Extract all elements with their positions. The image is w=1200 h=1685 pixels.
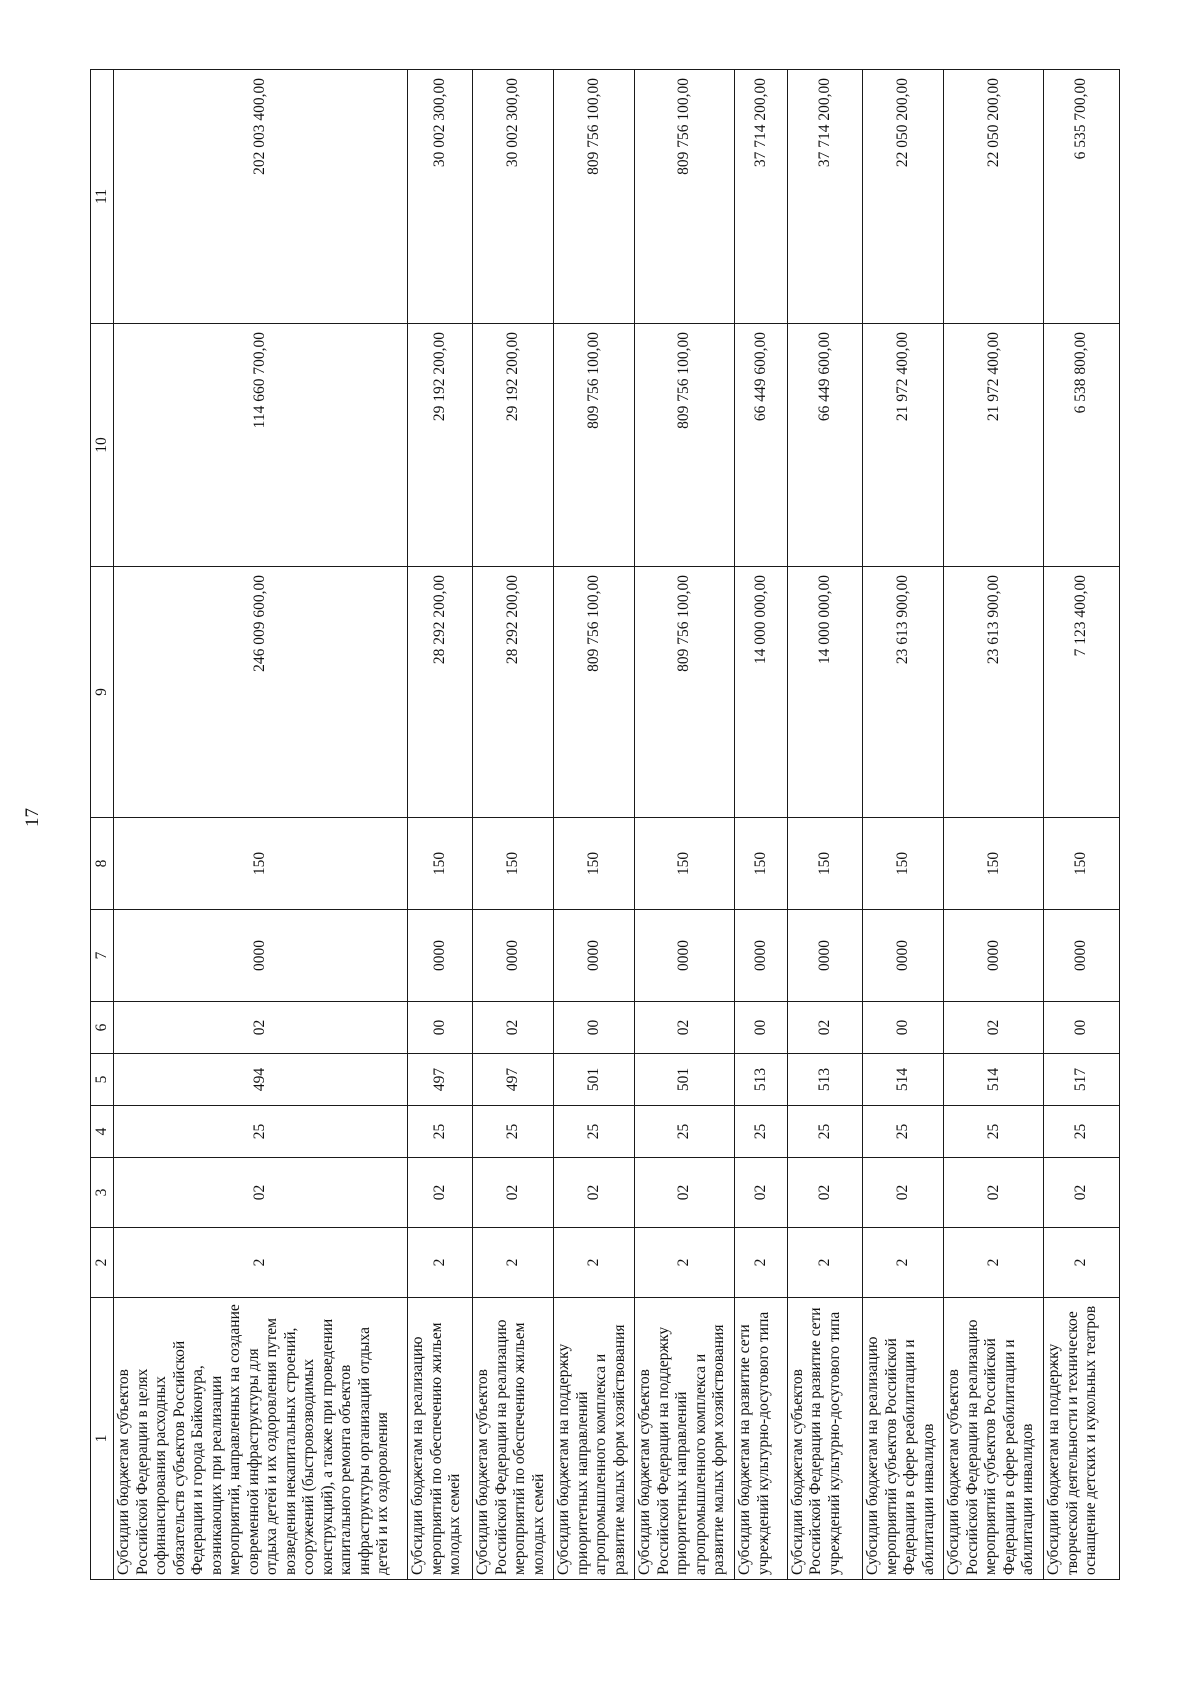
cell-col-11: 30 002 300,00 (473, 70, 554, 324)
cell-col-10: 29 192 200,00 (473, 324, 554, 567)
cell-col-4: 25 (735, 1106, 787, 1158)
row-name: Субсидии бюджетам на реализацию мероприятий по обеспечению жильем молодых семей (408, 1298, 473, 1580)
cell-col-3: 02 (554, 1158, 635, 1228)
cell-col-6: 02 (114, 1002, 408, 1054)
cell-col-5: 501 (635, 1054, 735, 1106)
cell-col-9: 28 292 200,00 (408, 567, 473, 818)
cell-col-8: 150 (735, 818, 787, 910)
cell-col-9: 14 000 000,00 (735, 567, 787, 818)
cell-col-5: 517 (1044, 1054, 1120, 1106)
cell-col-6: 02 (635, 1002, 735, 1054)
cell-col-7: 0000 (473, 910, 554, 1002)
cell-col-7: 0000 (735, 910, 787, 1002)
cell-col-9: 809 756 100,00 (554, 567, 635, 818)
table-row (635, 70, 735, 1580)
cell-col-2: 2 (944, 1228, 1044, 1298)
header-cell-3: 3 (91, 1158, 114, 1228)
cell-col-8: 150 (1044, 818, 1120, 910)
table-row (114, 70, 408, 1580)
budget-table (90, 69, 1120, 1580)
cell-col-4: 25 (863, 1106, 944, 1158)
cell-col-6: 02 (944, 1002, 1044, 1054)
header-cell-6: 6 (91, 1002, 114, 1054)
cell-col-5: 513 (787, 1054, 863, 1106)
cell-col-8: 150 (863, 818, 944, 910)
cell-col-3: 02 (114, 1158, 408, 1228)
cell-col-5: 514 (944, 1054, 1044, 1106)
cell-col-6: 00 (1044, 1002, 1120, 1054)
row-name: Субсидии бюджетам на поддержку приоритетных направлений агропромышленного комплекса и развитие малых форм хозяйствования (554, 1298, 635, 1580)
cell-col-8: 150 (944, 818, 1044, 910)
cell-col-9: 809 756 100,00 (635, 567, 735, 818)
cell-col-3: 02 (635, 1158, 735, 1228)
cell-col-3: 02 (1044, 1158, 1120, 1228)
row-name: Субсидии бюджетам субъектов Российской Федерации на поддержку приоритетных направлений агропромышленного комплекса и развитие малых форм хозяйствования (635, 1298, 735, 1580)
cell-col-4: 25 (473, 1106, 554, 1158)
cell-col-8: 150 (408, 818, 473, 910)
cell-col-2: 2 (408, 1228, 473, 1298)
cell-col-8: 150 (635, 818, 735, 910)
row-name: Субсидии бюджетам на поддержку творческой деятельности и техническое оснащение детских и кукольных театров (1044, 1298, 1120, 1580)
cell-col-8: 150 (473, 818, 554, 910)
cell-col-4: 25 (635, 1106, 735, 1158)
header-cell-9: 9 (91, 567, 114, 818)
cell-col-6: 00 (554, 1002, 635, 1054)
cell-col-10: 66 449 600,00 (787, 324, 863, 567)
cell-col-2: 2 (1044, 1228, 1120, 1298)
cell-col-2: 2 (735, 1228, 787, 1298)
header-cell-10: 10 (91, 324, 114, 567)
table-row (863, 70, 944, 1580)
row-name: Субсидии бюджетам субъектов Российской Федерации на развитие сети учреждений культурно-досугового типа (787, 1298, 863, 1580)
header-cell-7: 7 (91, 910, 114, 1002)
row-name: Субсидии бюджетам субъектов Российской Федерации на реализацию мероприятий по обеспечению жильем молодых семей (473, 1298, 554, 1580)
cell-col-9: 246 009 600,00 (114, 567, 408, 818)
cell-col-3: 02 (473, 1158, 554, 1228)
cell-col-2: 2 (473, 1228, 554, 1298)
cell-col-8: 150 (787, 818, 863, 910)
table-row (473, 70, 554, 1580)
row-name: Субсидии бюджетам на реализацию мероприятий субъектов Российской Федерации в сфере реабилитации и абилитации инвалидов (863, 1298, 944, 1580)
cell-col-10: 21 972 400,00 (944, 324, 1044, 567)
cell-col-3: 02 (408, 1158, 473, 1228)
header-row (91, 70, 114, 1580)
cell-col-4: 25 (944, 1106, 1044, 1158)
cell-col-9: 28 292 200,00 (473, 567, 554, 818)
row-name: Субсидии бюджетам на развитие сети учреждений культурно-досугового типа (735, 1298, 787, 1580)
cell-col-10: 114 660 700,00 (114, 324, 408, 567)
cell-col-7: 0000 (1044, 910, 1120, 1002)
cell-col-2: 2 (635, 1228, 735, 1298)
cell-col-2: 2 (863, 1228, 944, 1298)
cell-col-5: 501 (554, 1054, 635, 1106)
cell-col-11: 22 050 200,00 (863, 70, 944, 324)
rotated-table-container (90, 70, 1120, 1580)
cell-col-10: 21 972 400,00 (863, 324, 944, 567)
cell-col-9: 14 000 000,00 (787, 567, 863, 818)
cell-col-4: 25 (1044, 1106, 1120, 1158)
cell-col-11: 30 002 300,00 (408, 70, 473, 324)
cell-col-10: 809 756 100,00 (554, 324, 635, 567)
cell-col-7: 0000 (635, 910, 735, 1002)
cell-col-7: 0000 (944, 910, 1044, 1002)
cell-col-10: 6 538 800,00 (1044, 324, 1120, 567)
header-cell-11: 11 (91, 70, 114, 324)
table-row (1044, 70, 1120, 1580)
cell-col-11: 809 756 100,00 (635, 70, 735, 324)
cell-col-11: 37 714 200,00 (787, 70, 863, 324)
cell-col-5: 514 (863, 1054, 944, 1106)
cell-col-3: 02 (863, 1158, 944, 1228)
header-cell-2: 2 (91, 1228, 114, 1298)
cell-col-8: 150 (554, 818, 635, 910)
cell-col-5: 497 (473, 1054, 554, 1106)
cell-col-10: 29 192 200,00 (408, 324, 473, 567)
cell-col-7: 0000 (554, 910, 635, 1002)
cell-col-11: 6 535 700,00 (1044, 70, 1120, 324)
cell-col-6: 02 (473, 1002, 554, 1054)
cell-col-6: 00 (735, 1002, 787, 1054)
cell-col-4: 25 (408, 1106, 473, 1158)
cell-col-10: 809 756 100,00 (635, 324, 735, 567)
header-cell-1: 1 (91, 1298, 114, 1580)
cell-col-5: 494 (114, 1054, 408, 1106)
header-cell-8: 8 (91, 818, 114, 910)
cell-col-9: 23 613 900,00 (863, 567, 944, 818)
cell-col-11: 809 756 100,00 (554, 70, 635, 324)
cell-col-7: 0000 (408, 910, 473, 1002)
cell-col-10: 66 449 600,00 (735, 324, 787, 567)
cell-col-2: 2 (554, 1228, 635, 1298)
row-name: Субсидии бюджетам субъектов Российской Федерации на реализацию мероприятий субъектов Российской Федерации в сфере реабилитации и абилитации инвалидов (944, 1298, 1044, 1580)
table-row (408, 70, 473, 1580)
cell-col-4: 25 (114, 1106, 408, 1158)
table-row (944, 70, 1044, 1580)
cell-col-7: 0000 (114, 910, 408, 1002)
cell-col-5: 513 (735, 1054, 787, 1106)
cell-col-9: 23 613 900,00 (944, 567, 1044, 818)
table-body (114, 70, 1120, 1580)
cell-col-7: 0000 (787, 910, 863, 1002)
cell-col-6: 00 (408, 1002, 473, 1054)
cell-col-11: 37 714 200,00 (735, 70, 787, 324)
cell-col-4: 25 (554, 1106, 635, 1158)
cell-col-2: 2 (114, 1228, 408, 1298)
cell-col-8: 150 (114, 818, 408, 910)
cell-col-6: 00 (863, 1002, 944, 1054)
page-number: 17 (22, 808, 43, 827)
header-cell-4: 4 (91, 1106, 114, 1158)
table-row (787, 70, 863, 1580)
table-row (735, 70, 787, 1580)
header-cell-5: 5 (91, 1054, 114, 1106)
table-row (554, 70, 635, 1580)
cell-col-6: 02 (787, 1002, 863, 1054)
cell-col-2: 2 (787, 1228, 863, 1298)
cell-col-3: 02 (944, 1158, 1044, 1228)
cell-col-3: 02 (735, 1158, 787, 1228)
cell-col-7: 0000 (863, 910, 944, 1002)
cell-col-11: 22 050 200,00 (944, 70, 1044, 324)
cell-col-9: 7 123 400,00 (1044, 567, 1120, 818)
row-name: Субсидии бюджетам субъектов Российской Федерации в целях софинансирования расходных обязательств субъектов Российской Федерации и города Байконура, возникающих при реализации мероприятий, направленных на создание современной инфраструктуры для отдыха детей и их оздоровления путем возведения некапитальных строений, сооружений (быстровозводимых конструкций), а также при проведении капитального ремонта объектов инфраструктуры организаций отдыха детей и их оздоровления (114, 1298, 408, 1580)
cell-col-11: 202 003 400,00 (114, 70, 408, 324)
cell-col-5: 497 (408, 1054, 473, 1106)
cell-col-3: 02 (787, 1158, 863, 1228)
cell-col-4: 25 (787, 1106, 863, 1158)
